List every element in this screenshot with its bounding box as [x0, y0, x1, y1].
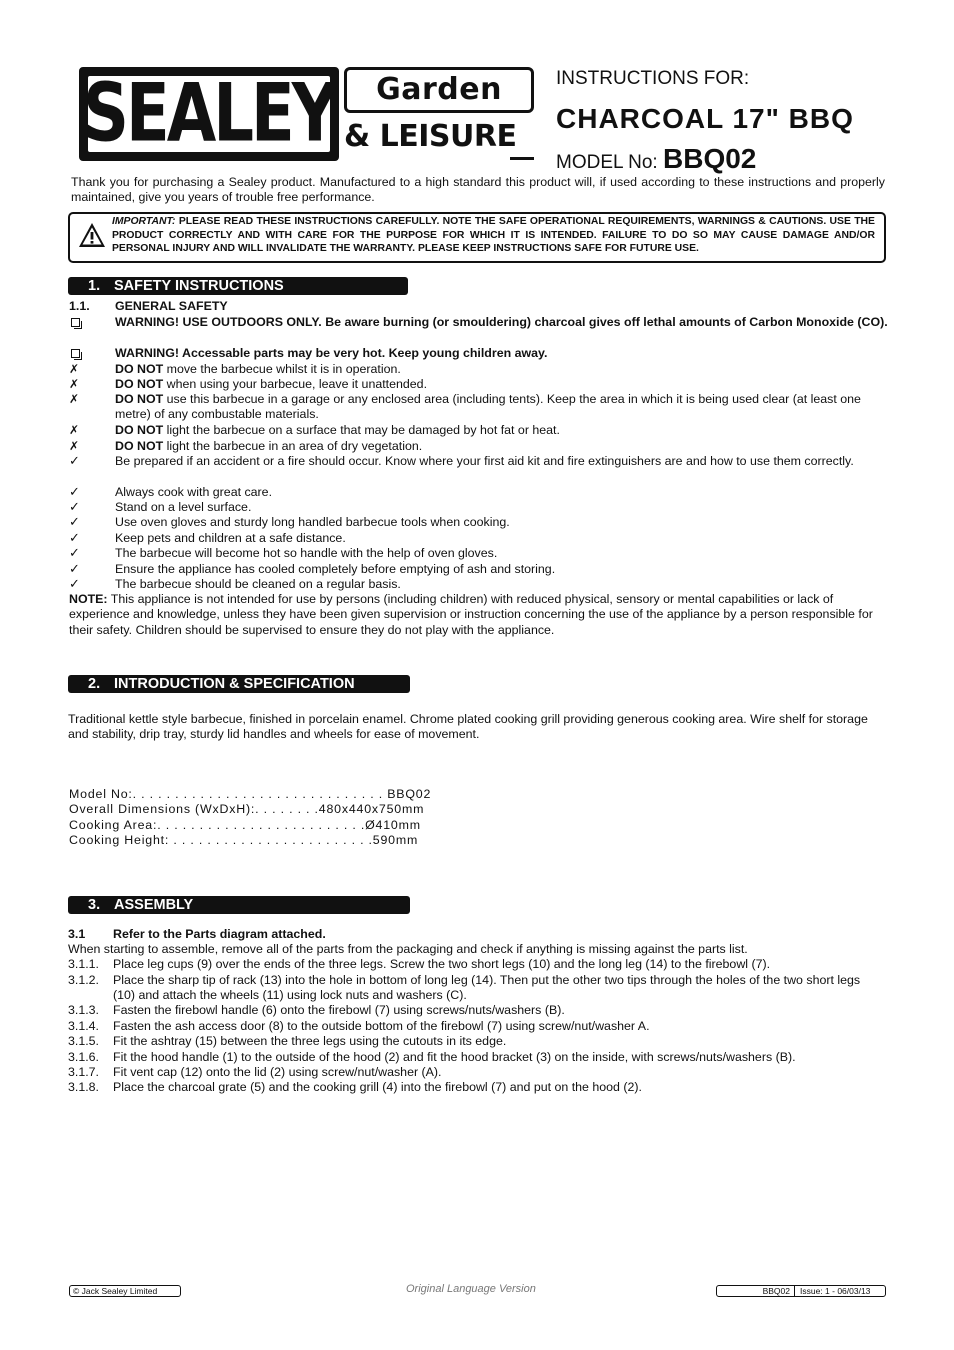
item-bold: DO NOT: [115, 392, 164, 406]
step-text: Fit the hood handle (1) to the outside of the hood (2) and fit the hood bracket (3) on the inside, with screws/nuts/washers (B).: [113, 1050, 796, 1064]
spec-row: Model No:. . . . . . . . . . . . . . . . . . . . . . . . . . . . . . BBQ02: [69, 787, 432, 801]
footer-issue: Issue: 1 - 06/03/13: [800, 1286, 871, 1296]
model-value: BBQ02: [663, 143, 757, 174]
assembly-lead: When starting to assemble, remove all of the parts from the packaging and check if anything is missing against the parts list.: [68, 942, 748, 956]
section-2-title: INTRODUCTION & SPECIFICATION: [114, 676, 355, 692]
section-2-header: [68, 675, 410, 693]
checkbox-marker-icon: [69, 315, 109, 331]
footer-language-version: Original Language Version: [406, 1283, 536, 1295]
check-icon: ✓: [69, 485, 80, 500]
product-description: Traditional kettle style barbecue, finished in porcelain enamel. Chrome plated cooking grill providing generous cooking area. Wire shelf for storage and stability, drip tray, sturdy lid handles and wheels for ease of movement.: [68, 712, 868, 742]
item-text: Use oven gloves and sturdy long handled barbecue tools when cooking.: [115, 515, 510, 529]
step-number: 3.1.3.: [68, 1003, 100, 1017]
step-number: 3.1.7.: [68, 1065, 100, 1079]
logo-brand: SEALEY: [82, 67, 336, 161]
note-label: NOTE:: [69, 592, 108, 606]
subsection-title: GENERAL SAFETY: [115, 299, 228, 313]
important-body: PLEASE READ THESE INSTRUCTIONS CAREFULLY. NOTE THE SAFE OPERATIONAL REQUIREMENTS, WARNINGS & CAUTIONS. USE THE PRODUCT CORRECTLY AND WITH CARE FOR THE PURPOSE FOR WHICH IT IS INTENDED. FAILURE TO DO SO MAY CAUSE DAMAGE AND/OR PERSONAL INJURY AND WILL INVALIDATE THE WARRANTY. PLEASE KEEP INSTRUCTIONS SAFE FOR FUTURE USE.: [112, 216, 875, 255]
step-number: 3.1.8.: [68, 1080, 100, 1094]
important-label: IMPORTANT:: [112, 216, 176, 227]
spec-row: Cooking Height: . . . . . . . . . . . . . . . . . . . . . . . .590mm: [69, 832, 419, 847]
item-text: Always cook with great care.: [115, 485, 273, 499]
item-bold: DO NOT: [115, 439, 164, 453]
leisure-logo: [344, 117, 536, 157]
model-label: MODEL No:: [556, 152, 658, 173]
step-text: Place the charcoal grate (5) and the cooking grill (4) into the firebowl (7) and put on the hood (2).: [113, 1080, 642, 1094]
item-bold: DO NOT: [115, 362, 164, 376]
note-paragraph: [69, 592, 881, 638]
item-text: use this barbecue in a garage or any enclosed area (including tents). Keep the area in which it is being used clear (at least one metre) of any combustable materials.: [115, 392, 861, 422]
section-1-title: SAFETY INSTRUCTIONS: [114, 278, 284, 294]
check-icon: ✓: [69, 515, 80, 530]
item-text: move the barbecue whilst it is in operation.: [163, 362, 401, 376]
footer-issue-box: [716, 1285, 886, 1297]
step-text: Fasten the firebowl handle (6) onto the firebowl (7) using screws/nuts/washers (B).: [113, 1003, 565, 1017]
item-text: light the barbecue in an area of dry vegetation.: [163, 439, 423, 453]
step-text: Fasten the ash access door (8) to the outside bottom of the firebowl (7) using screw/nut/washer A.: [113, 1019, 650, 1033]
item-text: Ensure the appliance has cooled completely before emptying of ash and storing.: [115, 562, 556, 576]
logo-garden-text: Garden: [376, 72, 502, 108]
check-icon: ✓: [69, 577, 80, 592]
check-icon: ✓: [69, 546, 80, 561]
subsection-number: 1.1.: [69, 299, 90, 313]
cross-icon: ✗: [69, 439, 80, 453]
cross-icon: ✗: [69, 362, 80, 376]
subsection-number: 3.1: [68, 927, 86, 941]
section-3-number: 3.: [88, 897, 101, 913]
check-icon: ✓: [69, 531, 80, 546]
section-2-number: 2.: [88, 676, 101, 692]
step-number: 3.1.6.: [68, 1050, 100, 1064]
cross-icon: ✗: [69, 377, 80, 391]
instructions-for: INSTRUCTIONS FOR:: [556, 68, 750, 89]
item-text: Stand on a level surface.: [115, 500, 252, 514]
cross-icon: ✗: [69, 392, 80, 406]
item-text: The barbecue will become hot so handle with the help of oven gloves.: [115, 546, 498, 560]
step-number: 3.1.4.: [68, 1019, 100, 1033]
item-bold: WARNING! USE OUTDOORS ONLY. Be aware burning (or smouldering) charcoal gives off lethal amounts of Carbon Monoxide (CO).: [115, 315, 888, 329]
sealey-logo: [79, 67, 339, 161]
check-icon: ✓: [69, 500, 80, 515]
logo-leisure-text: & LEISURE: [344, 119, 517, 155]
step-text: Place the sharp tip of rack (13) into the hole in bottom of long leg (14). Then put the other two tips through the holes of the two short legs (10) and attach the wheels (11) using lock nuts and washers (C).: [113, 973, 861, 1003]
section-1-number: 1.: [88, 278, 101, 294]
note-text: This appliance is not intended for use by persons (including children) with reduced physical, sensory or mental capabilities or lack of experience and knowledge, unless they have been given supervision or instruction concerning the use of the appliance by a person responsible for their safety. Children should be supervised to ensure they do not play with the appliance.: [69, 592, 873, 637]
item-text: The barbecue should be cleaned on a regular basis.: [115, 577, 401, 591]
check-icon: ✓: [69, 454, 80, 469]
item-bold: DO NOT: [115, 423, 164, 437]
warning-triangle-icon: [78, 222, 106, 248]
step-number: 3.1.2.: [68, 973, 100, 987]
section-3-header: [68, 896, 410, 914]
step-text: Place leg cups (9) over the ends of the three legs. Screw the two short legs (10) and the long leg (14) to the firebowl (7).: [113, 957, 771, 971]
cross-icon: ✗: [69, 423, 80, 437]
important-text: [112, 215, 875, 256]
item-bold: WARNING! Accessable parts may be very hot. Keep young children away.: [115, 346, 548, 360]
subsection-title: Refer to the Parts diagram attached.: [113, 927, 326, 941]
spec-row: Overall Dimensions (WxDxH):. . . . . . . .480x440x750mm: [69, 802, 425, 817]
item-bold: DO NOT: [115, 377, 164, 391]
product-title: CHARCOAL 17" BBQ: [556, 103, 854, 134]
intro-text: Thank you for purchasing a Sealey product. Manufactured to a high standard this product will, if used according to these instructions and properly maintained, give you years of trouble free performance.: [71, 175, 885, 205]
item-text: Be prepared if an accident or a fire should occur. Know where your first aid kit and fire extinguishers are and how to use them correctly.: [115, 454, 854, 468]
item-text: Keep pets and children at a safe distance.: [115, 531, 346, 545]
garden-logo: [344, 67, 534, 113]
spec-table: [69, 787, 431, 848]
section-1-header: [68, 277, 408, 295]
section-3-title: ASSEMBLY: [114, 897, 194, 913]
step-number: 3.1.5.: [68, 1034, 100, 1048]
check-icon: ✓: [69, 562, 80, 577]
item-text: when using your barbecue, leave it unattended.: [163, 377, 428, 391]
step-number: 3.1.1.: [68, 957, 100, 971]
item-text: light the barbecue on a surface that may be damaged by hot fat or heat.: [163, 423, 560, 437]
spec-row: Cooking Area:. . . . . . . . . . . . . . . . . . . . . . . . .Ø410mm: [69, 817, 421, 832]
step-text: Fit the ashtray (15) between the three legs using the cutouts in its edge.: [113, 1034, 507, 1048]
step-text: Fit vent cap (12) onto the lid (2) using screw/nut/washer (A).: [113, 1065, 442, 1079]
logo-underline: [510, 157, 534, 160]
checkbox-marker-icon: [69, 346, 109, 362]
footer-model: BBQ02: [717, 1286, 795, 1296]
footer-copyright: © Jack Sealey Limited: [69, 1285, 181, 1297]
